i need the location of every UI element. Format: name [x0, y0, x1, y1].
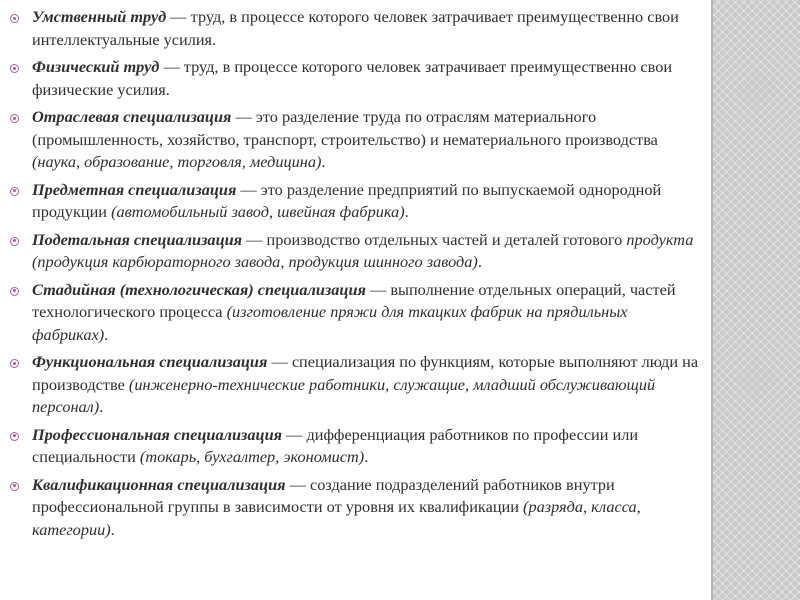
- term: Предметная специализация: [32, 179, 237, 199]
- definition: — труд, в процессе которого человек затрачивает преимущественно свои интеллектуальные усилия.: [32, 7, 679, 49]
- tail: .: [477, 252, 482, 271]
- bullet-icon: [10, 237, 19, 246]
- definition: — создание подразделений работников внутри профессиональной группы в зависимости от уровня их квалификации: [32, 474, 615, 516]
- list-item: [10, 474, 700, 542]
- tail: .: [404, 202, 409, 221]
- definition: — специализация по функциям, которые выполняют люди на производстве: [32, 352, 699, 394]
- list-item: [10, 351, 700, 419]
- term: Физический труд: [32, 57, 160, 76]
- definition: — труд, в процессе которого человек затрачивает преимущественно свои физические усилия.: [32, 57, 673, 99]
- decorative-side-stripe: [713, 0, 800, 600]
- tail: .: [364, 447, 369, 466]
- definition: — это разделение предприятий по выпускаемой однородной продукции: [32, 179, 662, 221]
- term: Отраслевая специализация: [32, 107, 232, 126]
- tail: .: [321, 152, 326, 171]
- bullet-icon: [10, 14, 19, 23]
- tail: .: [104, 324, 109, 344]
- bullet-icon: [10, 64, 19, 73]
- term: Подетальная специализация: [32, 229, 243, 249]
- list-item: [10, 56, 700, 101]
- list-item: [10, 279, 700, 347]
- definition: — выполнение отдельных операций, частей технологического процесса: [32, 279, 676, 321]
- list-item: [10, 6, 700, 51]
- term: Профессиональная специализация: [32, 424, 283, 444]
- term: Квалификационная специализация: [32, 474, 286, 494]
- example: (изготовление пряжи для ткацких фабрик на прядильных фабриках): [32, 302, 628, 344]
- definitions-list: [10, 6, 700, 546]
- example: (наука, образование, торговля, медицина): [32, 152, 322, 171]
- bullet-icon: [10, 287, 19, 296]
- bullet-icon: [10, 187, 19, 196]
- tail: .: [99, 397, 104, 416]
- list-item: [10, 229, 700, 274]
- definition: — это разделение труда по отраслям материального (промышленность, хозяйство, транспорт, строительство) и нематериального производства: [32, 107, 658, 149]
- term: Умственный труд: [32, 7, 167, 26]
- list-item: [10, 106, 700, 174]
- tail: .: [110, 519, 115, 539]
- bullet-icon: [10, 114, 19, 123]
- bullet-icon: [10, 482, 19, 491]
- example: (автомобильный завод, швейная фабрика): [111, 202, 405, 221]
- definition: — производство отдельных частей и деталей готового: [242, 229, 627, 249]
- example: продукта (продукция карбюраторного завода, продукция шинного завода): [32, 229, 694, 271]
- term: Функциональная специализация: [32, 352, 268, 371]
- list-item: [10, 424, 700, 469]
- bullet-icon: [10, 432, 19, 441]
- term: Стадийная (технологическая) специализация: [32, 279, 366, 299]
- example: (инженерно-технические работники, служащие, младший обслуживающий персонал): [32, 374, 656, 416]
- example: (токарь, бухгалтер, экономист): [139, 447, 365, 466]
- example: (разряда, класса, категории): [32, 497, 641, 539]
- list-item: [10, 179, 700, 224]
- bullet-icon: [10, 359, 19, 368]
- definition: — дифференциация работников по профессии или специальности: [32, 424, 639, 466]
